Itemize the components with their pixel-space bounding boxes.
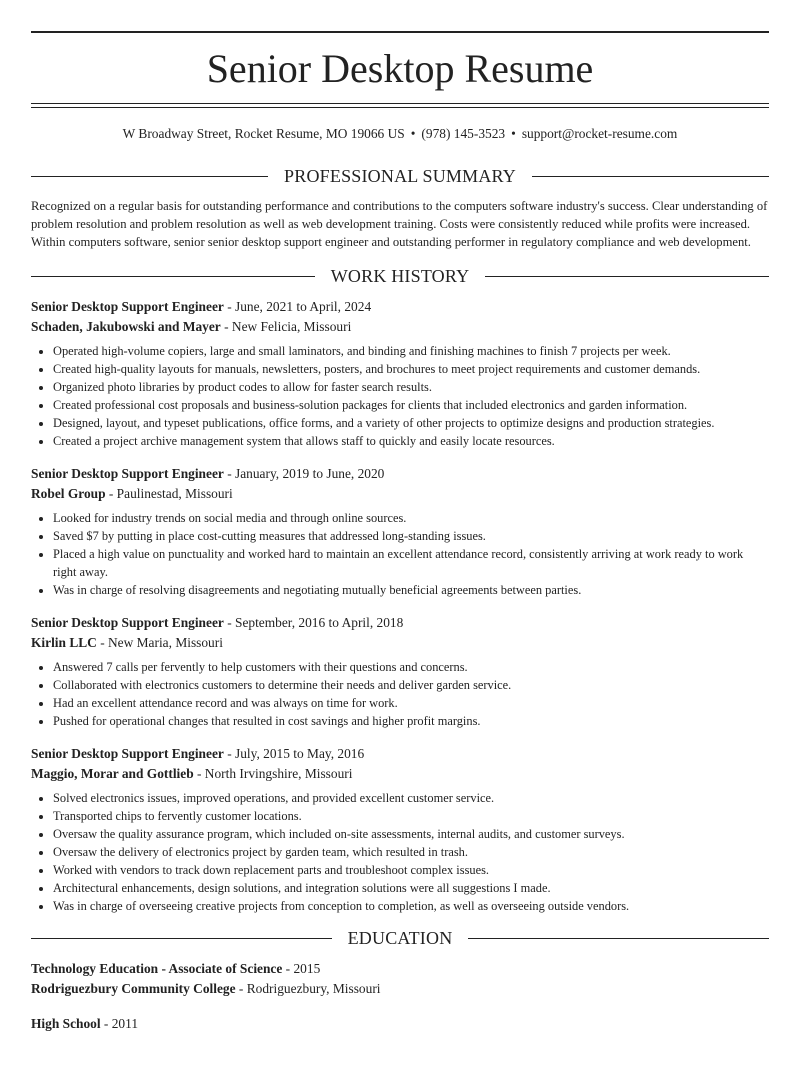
job-entry	[31, 464, 769, 599]
job-location: - North Irvingshire, Missouri	[193, 765, 353, 781]
education-school: Rodriguezbury Community College	[31, 980, 236, 996]
list-item: • Oversaw the quality assurance program, which included on-site assessments, internal audits, and customer surveys.	[53, 825, 769, 843]
list-item: • Architectural enhancements, design solutions, and integration solutions were all suggestions I made.	[53, 879, 769, 897]
contact-separator: •	[511, 126, 516, 141]
job-title-line	[31, 613, 769, 633]
education-section-title: EDUCATION	[347, 928, 453, 948]
education-degree: High School	[31, 1016, 101, 1031]
contact-line	[31, 125, 769, 143]
divider-line	[31, 938, 332, 939]
job-duties-list	[31, 789, 769, 915]
list-item: • Designed, layout, and typeset publications, office forms, and a variety of other projects to optimize designs and production strategies.	[53, 414, 769, 432]
list-item: • Pushed for operational changes that resulted in cost savings and higher profit margins.	[53, 712, 769, 730]
list-item: • Worked with vendors to track down replacement parts and troubleshoot complex issues.	[53, 861, 769, 879]
contact-separator: •	[410, 126, 416, 141]
summary-section-header	[31, 165, 769, 187]
list-item: • Created professional cost proposals and business-solution packages for clients that included electronics and garden information.	[53, 396, 769, 414]
resume-page	[0, 31, 800, 1034]
education-school-line	[31, 979, 769, 999]
job-company-line	[31, 484, 769, 504]
job-title-line	[31, 464, 769, 484]
divider-line	[31, 176, 268, 177]
job-location: - New Felicia, Missouri	[220, 318, 352, 334]
job-role: Senior Desktop Support Engineer	[31, 466, 224, 481]
resume-title: Senior Desktop Resume	[206, 46, 594, 91]
contact-address: W Broadway Street, Rocket Resume, MO 19066 US	[122, 126, 405, 141]
job-role: Senior Desktop Support Engineer	[31, 746, 224, 761]
job-dates: - June, 2021 to April, 2024	[223, 299, 372, 314]
job-dates: - July, 2015 to May, 2016	[223, 746, 365, 761]
contact-email: support@rocket-resume.com	[521, 126, 678, 141]
summary-text: Recognized on a regular basis for outstanding performance and contributions to the computers software industry's success. Clear understanding of problem resolution and problem resolution as well as web development training. Costs were consistently reduced while profits were increased. Within computers software, senior senior desktop support engineer and outstanding performer in regulatory compliance and web development.	[31, 199, 768, 249]
job-entry	[31, 744, 769, 915]
summary-section-title: PROFESSIONAL SUMMARY	[284, 166, 516, 186]
work-section-title: WORK HISTORY	[330, 266, 470, 286]
job-duties-list	[31, 658, 769, 730]
contact-phone: (978) 145-3523	[421, 126, 506, 141]
job-role: Senior Desktop Support Engineer	[31, 615, 224, 630]
education-list	[31, 959, 769, 1034]
education-year: - 2015	[282, 961, 321, 976]
divider-line	[532, 176, 769, 177]
job-role: Senior Desktop Support Engineer	[31, 299, 224, 314]
education-entry	[31, 1014, 769, 1034]
list-item: • Collaborated with electronics customers to determine their needs and deliver garden service.	[53, 676, 769, 694]
job-dates: - January, 2019 to June, 2020	[223, 466, 385, 481]
job-company-line	[31, 633, 769, 653]
title-double-rule	[31, 103, 769, 108]
job-duties-list	[31, 509, 769, 599]
job-company-line	[31, 764, 769, 784]
list-item: • Organized photo libraries by product codes to allow for faster search results.	[53, 378, 769, 396]
education-section-header	[31, 927, 769, 949]
education-degree: Technology Education - Associate of Science	[31, 961, 283, 976]
list-item: • Had an excellent attendance record and was always on time for work.	[53, 694, 769, 712]
job-location: - Paulinestad, Missouri	[105, 485, 233, 501]
divider-line	[485, 276, 769, 277]
job-title-line	[31, 744, 769, 764]
list-item: • Created high-quality layouts for manuals, newsletters, posters, and brochures to meet project requirements and customer demands.	[53, 360, 769, 378]
job-company-line	[31, 317, 769, 337]
education-location: - Rodriguezbury, Missouri	[235, 980, 381, 996]
job-entry	[31, 297, 769, 450]
education-entry	[31, 959, 769, 998]
education-degree-line	[31, 1014, 769, 1034]
job-entry	[31, 613, 769, 730]
job-company: Schaden, Jakubowski and Mayer	[31, 318, 221, 334]
divider-line	[468, 938, 769, 939]
list-item: • Solved electronics issues, improved operations, and provided excellent customer service.	[53, 789, 769, 807]
list-item: • Created a project archive management system that allows staff to quickly and easily locate resources.	[53, 432, 769, 450]
list-item: • Operated high-volume copiers, large and small laminators, and binding and finishing machines to finish 7 projects per week.	[53, 342, 769, 360]
education-year: - 2011	[100, 1016, 139, 1031]
job-company: Maggio, Morar and Gottlieb	[31, 765, 194, 781]
job-dates: - September, 2016 to April, 2018	[223, 615, 404, 630]
job-company: Robel Group	[31, 485, 106, 501]
work-history-list	[31, 297, 769, 915]
job-company: Kirlin LLC	[31, 634, 97, 650]
list-item: • Was in charge of resolving disagreements and negotiating mutually beneficial agreements between parties.	[53, 581, 769, 599]
divider-line	[31, 276, 315, 277]
list-item: • Placed a high value on punctuality and worked hard to maintain an excellent attendance record, consistently arriving at work ready to work right away.	[53, 545, 769, 581]
job-title-line	[31, 297, 769, 317]
list-item: • Saved $7 by putting in place cost-cutting measures that addressed long-standing issues.	[53, 527, 769, 545]
list-item: • Transported chips to fervently customer locations.	[53, 807, 769, 825]
list-item: • Oversaw the delivery of electronics project by garden team, which resulted in trash.	[53, 843, 769, 861]
list-item: • Was in charge of overseeing creative projects from conception to completion, as well as overseeing outside vendors.	[53, 897, 769, 915]
work-section-header	[31, 265, 769, 287]
job-location: - New Maria, Missouri	[96, 634, 223, 650]
job-duties-list	[31, 342, 769, 450]
list-item: • Answered 7 calls per fervently to help customers with their questions and concerns.	[53, 658, 769, 676]
education-degree-line	[31, 959, 769, 979]
top-rule	[31, 31, 769, 33]
list-item: • Looked for industry trends on social media and through online sources.	[53, 509, 769, 527]
